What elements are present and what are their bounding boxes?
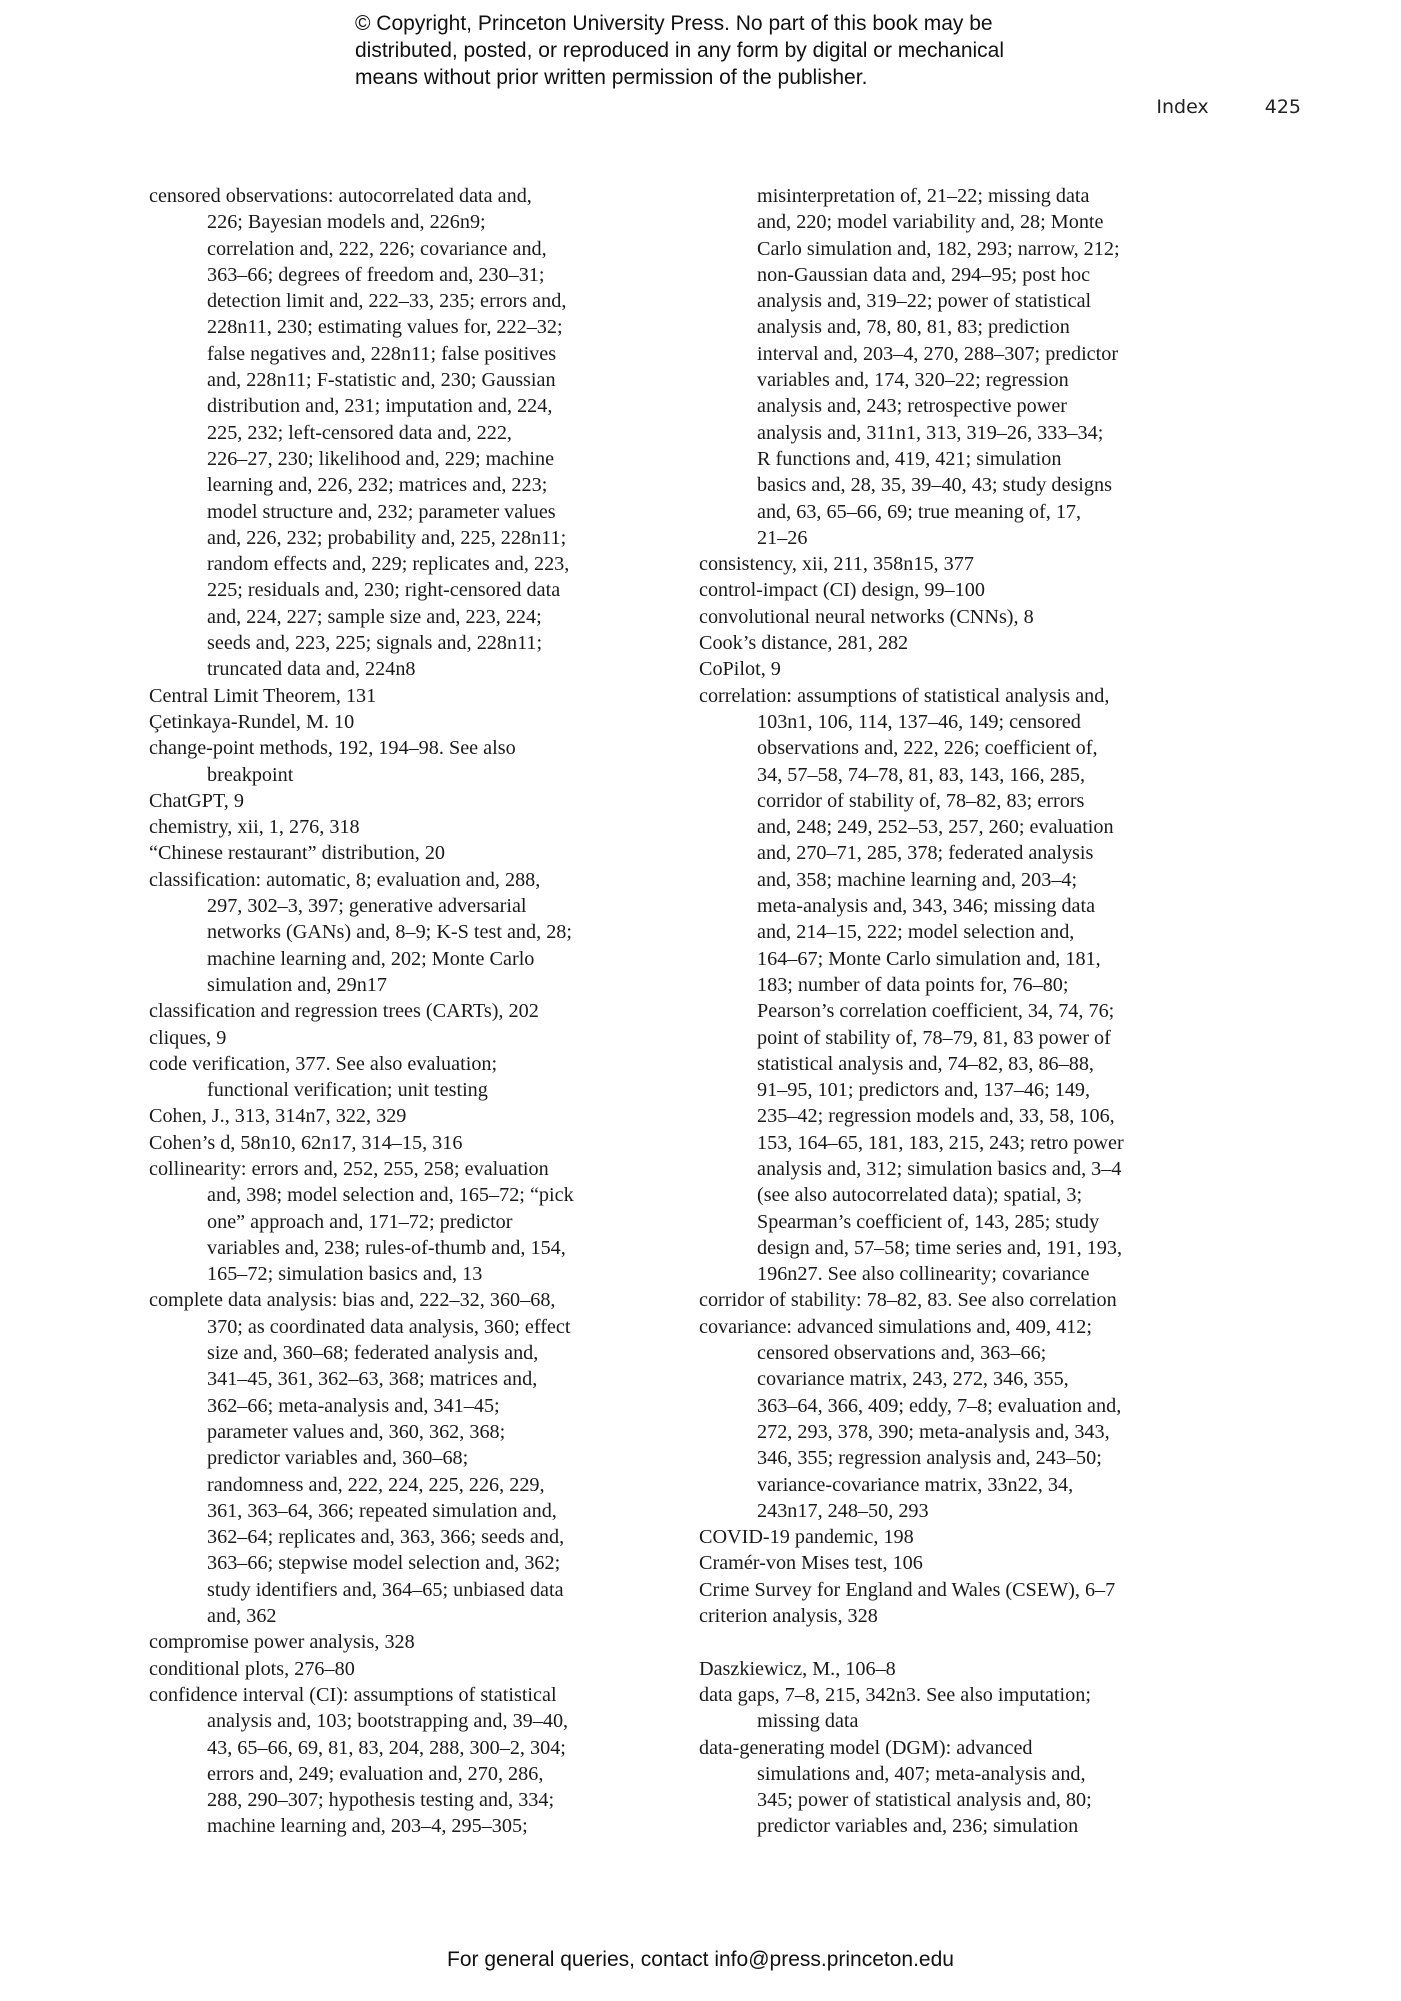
index-entry-line: Cohen’s d, 58n10, 62n17, 314–15, 316 <box>149 1131 463 1154</box>
index-subentry-line: 362–66; meta-analysis and, 341–45; <box>207 1394 500 1417</box>
index-entry-line: compromise power analysis, 328 <box>149 1631 415 1654</box>
index-subentry-line: size and, 360–68; federated analysis and, <box>207 1342 539 1365</box>
index-subentry-line: 341–45, 361, 362–63, 368; matrices and, <box>207 1368 538 1391</box>
index-entry-line: control-impact (CI) design, 99–100 <box>699 579 985 602</box>
index-subentry-line: 21–26 <box>757 526 808 549</box>
index-entry-line: classification: automatic, 8; evaluation and, 288, <box>149 868 541 891</box>
index-entry-line: COVID-19 pandemic, 198 <box>699 1526 914 1549</box>
index-entry-line: collinearity: errors and, 252, 255, 258; evaluation <box>149 1157 549 1180</box>
index-subentry-line: seeds and, 223, 225; signals and, 228n11; <box>207 632 543 655</box>
index-subentry-line: statistical analysis and, 74–82, 83, 86–88, <box>757 1052 1094 1075</box>
index-subentry-line: 272, 293, 378, 390; meta-analysis and, 343, <box>757 1420 1110 1443</box>
index-subentry-line: breakpoint <box>207 763 294 786</box>
index-subentry-line: 34, 57–58, 74–78, 81, 83, 143, 166, 285, <box>757 763 1086 786</box>
running-head-label: Index <box>1156 96 1209 118</box>
index-subentry-line: 225, 232; left-censored data and, 222, <box>207 421 512 444</box>
index-entry-line: data-generating model (DGM): advanced <box>699 1736 1033 1759</box>
index-subentry-line: analysis and, 312; simulation basics and, 3–4 <box>757 1157 1122 1180</box>
index-entry-line: corridor of stability: 78–82, 83. See also correlation <box>699 1289 1117 1312</box>
index-subentry-line: correlation and, 222, 226; covariance and, <box>207 237 547 260</box>
index-subentry-line: distribution and, 231; imputation and, 224, <box>207 395 553 418</box>
index-entry-line: confidence interval (CI): assumptions of statistical <box>149 1683 557 1706</box>
index-subentry-line: variance-covariance matrix, 33n22, 34, <box>757 1473 1074 1496</box>
index-entry-line: classification and regression trees (CARTs), 202 <box>149 1000 539 1023</box>
index-subentry-line: and, 228n11; F-statistic and, 230; Gaussian <box>207 369 556 392</box>
index-subentry-line: 235–42; regression models and, 33, 58, 106, <box>757 1105 1115 1128</box>
footer-contact: For general queries, contact info@press.princeton.edu <box>447 1948 954 1971</box>
index-entry-line: convolutional neural networks (CNNs), 8 <box>699 605 1034 628</box>
index-subentry-line: 288, 290–307; hypothesis testing and, 334; <box>207 1789 555 1812</box>
index-subentry-line: R functions and, 419, 421; simulation <box>757 447 1062 470</box>
index-subentry-line: variables and, 238; rules-of-thumb and, 154, <box>207 1236 566 1259</box>
index-subentry-line: study identifiers and, 364–65; unbiased data <box>207 1578 564 1601</box>
index-subentry-line: 153, 164–65, 181, 183, 215, 243; retro power <box>757 1131 1124 1154</box>
index-subentry-line: interval and, 203–4, 270, 288–307; predictor <box>757 342 1119 365</box>
index-subentry-line: and, 224, 227; sample size and, 223, 224; <box>207 605 542 628</box>
index-subentry-line: 363–64, 366, 409; eddy, 7–8; evaluation and, <box>757 1394 1122 1417</box>
copyright-line: © Copyright, Princeton University Press. No part of this book may be <box>355 12 993 35</box>
index-subentry-line: 361, 363–64, 366; repeated simulation and, <box>207 1499 557 1522</box>
index-entry-line: Cramér-von Mises test, 106 <box>699 1552 923 1575</box>
index-subentry-line: machine learning and, 202; Monte Carlo <box>207 947 535 970</box>
index-column-right <box>699 183 1159 1840</box>
index-subentry-line: Carlo simulation and, 182, 293; narrow, 212; <box>757 237 1120 260</box>
index-subentry-line: 363–66; degrees of freedom and, 230–31; <box>207 263 545 286</box>
index-entry-line: correlation: assumptions of statistical analysis and, <box>699 684 1110 707</box>
index-subentry-line: Pearson’s correlation coefficient, 34, 74, 76; <box>757 1000 1115 1023</box>
index-subentry-line: 103n1, 106, 114, 137–46, 149; censored <box>757 710 1081 733</box>
index-entry-line: Cohen, J., 313, 314n7, 322, 329 <box>149 1105 407 1128</box>
index-subentry-line: 243n17, 248–50, 293 <box>757 1499 929 1522</box>
index-entry-line: change-point methods, 192, 194–98. See also <box>149 737 516 760</box>
index-subentry-line: 297, 302–3, 397; generative adversarial <box>207 895 527 918</box>
index-subentry-line: 345; power of statistical analysis and, 80; <box>757 1789 1092 1812</box>
index-subentry-line: parameter values and, 360, 362, 368; <box>207 1420 506 1443</box>
index-subentry-line: model structure and, 232; parameter values <box>207 500 556 523</box>
copyright-line: means without prior written permission of the publisher. <box>355 66 868 89</box>
index-subentry-line: censored observations and, 363–66; <box>757 1342 1047 1365</box>
copyright-line: distributed, posted, or reproduced in any form by digital or mechanical <box>355 39 1005 62</box>
index-entry-line: Çetinkaya-Rundel, M. 10 <box>149 710 355 733</box>
index-subentry-line: non-Gaussian data and, 294–95; post hoc <box>757 263 1091 286</box>
index-subentry-line: and, 220; model variability and, 28; Monte <box>757 211 1104 234</box>
copyright-notice <box>355 10 1075 91</box>
page-number: 425 <box>1264 96 1301 118</box>
index-subentry-line: randomness and, 222, 224, 225, 226, 229, <box>207 1473 545 1496</box>
index-entry-line: Cook’s distance, 281, 282 <box>699 632 909 655</box>
index-subentry-line: covariance matrix, 243, 272, 346, 355, <box>757 1368 1069 1391</box>
index-subentry-line: 164–67; Monte Carlo simulation and, 181, <box>757 947 1101 970</box>
index-subentry-line: predictor variables and, 236; simulation <box>757 1815 1079 1838</box>
index-entry-line: consistency, xii, 211, 358n15, 377 <box>699 553 974 576</box>
index-subentry-line: design and, 57–58; time series and, 191, 193, <box>757 1236 1123 1259</box>
index-subentry-line: truncated data and, 224n8 <box>207 658 416 681</box>
index-subentry-line: observations and, 222, 226; coefficient of, <box>757 737 1098 760</box>
index-subentry-line: 91–95, 101; predictors and, 137–46; 149, <box>757 1079 1091 1102</box>
index-entry-line: CoPilot, 9 <box>699 658 781 681</box>
index-entry-line: chemistry, xii, 1, 276, 318 <box>149 816 360 839</box>
index-subentry-line: predictor variables and, 360–68; <box>207 1447 469 1470</box>
index-entry-line: code verification, 377. See also evaluation; <box>149 1052 498 1075</box>
index-entry-line: “Chinese restaurant” distribution, 20 <box>149 842 446 865</box>
index-subentry-line: 363–66; stepwise model selection and, 362; <box>207 1552 561 1575</box>
index-column-left <box>149 183 614 1840</box>
index-subentry-line: 165–72; simulation basics and, 13 <box>207 1263 483 1286</box>
index-entry-line: conditional plots, 276–80 <box>149 1657 355 1680</box>
index-subentry-line: point of stability of, 78–79, 81, 83 power of <box>757 1026 1111 1049</box>
index-subentry-line: 183; number of data points for, 76–80; <box>757 973 1069 996</box>
index-subentry-line: and, 226, 232; probability and, 225, 228n11; <box>207 526 567 549</box>
index-subentry-line: errors and, 249; evaluation and, 270, 286, <box>207 1762 544 1785</box>
index-entry-line: cliques, 9 <box>149 1026 227 1049</box>
index-subentry-line: analysis and, 319–22; power of statistical <box>757 290 1092 313</box>
index-subentry-line: 362–64; replicates and, 363, 366; seeds and, <box>207 1526 565 1549</box>
index-subentry-line: machine learning and, 203–4, 295–305; <box>207 1815 528 1838</box>
index-subentry-line: variables and, 174, 320–22; regression <box>757 369 1069 392</box>
index-subentry-line: basics and, 28, 35, 39–40, 43; study designs <box>757 474 1112 497</box>
index-subentry-line: detection limit and, 222–33, 235; errors and, <box>207 290 567 313</box>
index-subentry-line: and, 358; machine learning and, 203–4; <box>757 868 1078 891</box>
index-subentry-line: and, 362 <box>207 1605 277 1628</box>
index-subentry-line: analysis and, 243; retrospective power <box>757 395 1068 418</box>
index-subentry-line: networks (GANs) and, 8–9; K-S test and, 28; <box>207 921 573 944</box>
index-subentry-line: meta-analysis and, 343, 346; missing data <box>757 895 1096 918</box>
index-subentry-line: false negatives and, 228n11; false positives <box>207 342 557 365</box>
index-subentry-line: learning and, 226, 232; matrices and, 223; <box>207 474 548 497</box>
index-spacer <box>699 1629 1159 1655</box>
index-subentry-line: analysis and, 103; bootstrapping and, 39–40, <box>207 1710 569 1733</box>
index-entry-line: Central Limit Theorem, 131 <box>149 684 377 707</box>
running-head <box>1156 96 1301 118</box>
index-entry-line: ChatGPT, 9 <box>149 789 244 812</box>
index-subentry-line: misinterpretation of, 21–22; missing data <box>757 185 1090 207</box>
index-subentry-line: analysis and, 78, 80, 81, 83; prediction <box>757 316 1070 339</box>
index-subentry-line: one” approach and, 171–72; predictor <box>207 1210 513 1233</box>
index-subentry-line: random effects and, 229; replicates and, 223, <box>207 553 570 576</box>
index-subentry-line: 228n11, 230; estimating values for, 222–32; <box>207 316 563 339</box>
index-subentry-line: analysis and, 311n1, 313, 319–26, 333–34; <box>757 421 1104 444</box>
index-subentry-line: 225; residuals and, 230; right-censored data <box>207 579 561 602</box>
index-subentry-line: simulations and, 407; meta-analysis and, <box>757 1762 1086 1785</box>
index-subentry-line: 43, 65–66, 69, 81, 83, 204, 288, 300–2, 304; <box>207 1736 566 1759</box>
index-subentry-line: 196n27. See also collinearity; covariance <box>757 1263 1090 1286</box>
index-subentry-line: 226; Bayesian models and, 226n9; <box>207 211 486 234</box>
index-subentry-line: 346, 355; regression analysis and, 243–50; <box>757 1447 1102 1470</box>
index-subentry-line: functional verification; unit testing <box>207 1079 488 1102</box>
index-entry-line: censored observations: autocorrelated data and, <box>149 185 532 207</box>
index-subentry-line: (see also autocorrelated data); spatial, 3; <box>757 1184 1083 1207</box>
index-entry-line: covariance: advanced simulations and, 409, 412; <box>699 1315 1092 1338</box>
index-subentry-line: and, 270–71, 285, 378; federated analysis <box>757 842 1094 865</box>
index-entry-line: complete data analysis: bias and, 222–32, 360–68, <box>149 1289 556 1312</box>
index-subentry-line: corridor of stability of, 78–82, 83; errors <box>757 789 1085 812</box>
index-subentry-line: and, 214–15, 222; model selection and, <box>757 921 1075 944</box>
index-subentry-line: missing data <box>757 1710 859 1733</box>
index-subentry-line: Spearman’s coefficient of, 143, 285; study <box>757 1210 1100 1233</box>
index-subentry-line: simulation and, 29n17 <box>207 973 387 996</box>
index-entry-line: criterion analysis, 328 <box>699 1605 878 1628</box>
index-subentry-line: 370; as coordinated data analysis, 360; effect <box>207 1315 571 1338</box>
index-entry-line: Daszkiewicz, M., 106–8 <box>699 1657 896 1680</box>
index-entry-line: Crime Survey for England and Wales (CSEW), 6–7 <box>699 1578 1116 1601</box>
index-subentry-line: and, 248; 249, 252–53, 257, 260; evaluation <box>757 816 1114 839</box>
index-subentry-line: and, 63, 65–66, 69; true meaning of, 17, <box>757 500 1082 523</box>
index-subentry-line: 226–27, 230; likelihood and, 229; machine <box>207 447 555 470</box>
index-entry-line: data gaps, 7–8, 215, 342n3. See also imputation; <box>699 1683 1091 1706</box>
index-subentry-line: and, 398; model selection and, 165–72; “pick <box>207 1184 574 1207</box>
